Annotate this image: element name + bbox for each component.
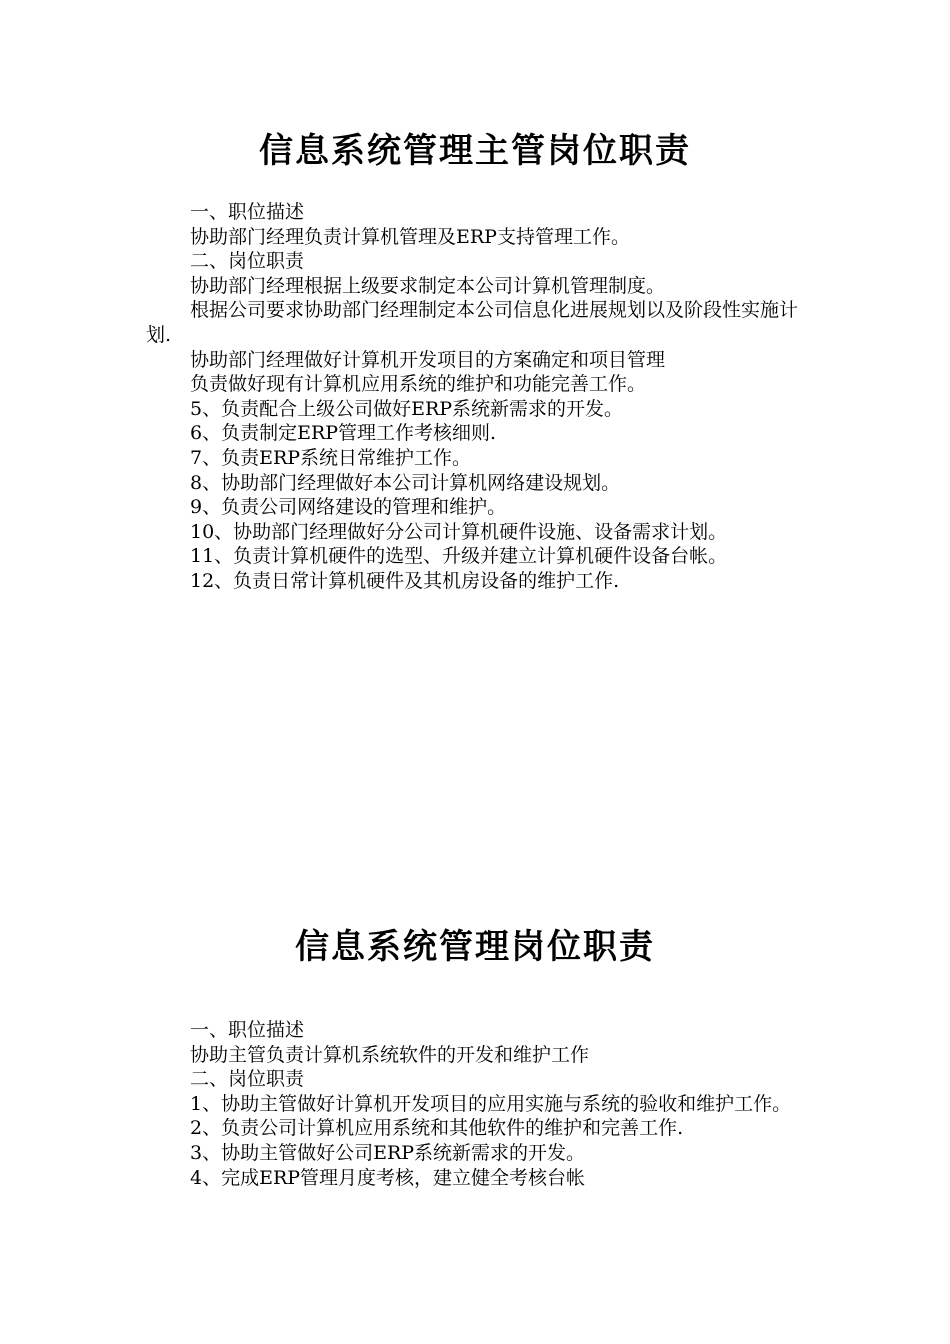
duty-item: 协助部门经理做好计算机开发项目的方案确定和项目管理 bbox=[190, 348, 666, 371]
section-heading: 一、职位描述 bbox=[190, 201, 305, 223]
document-section bbox=[0, 128, 950, 592]
document-title: 信息系统管理主管岗位职责 bbox=[259, 131, 691, 171]
duty-item: 负责做好现有计算机应用系统的维护和功能完善工作。 bbox=[190, 373, 647, 396]
duty-item: 9、负责公司网络建设的管理和维护。 bbox=[190, 496, 507, 519]
duty-item: 3、协助主管做好公司ERP系统新需求的开发。 bbox=[190, 1141, 586, 1164]
duty-item: 7、负责ERP系统日常维护工作。 bbox=[190, 446, 472, 469]
section-heading: 一、职位描述 bbox=[190, 1019, 305, 1041]
duty-item: 2、负责公司计算机应用系统和其他软件的维护和完善工作. bbox=[190, 1117, 684, 1140]
paragraph: 协助主管负责计算机系统软件的开发和维护工作 bbox=[190, 1043, 590, 1066]
document-body bbox=[146, 200, 810, 594]
duty-item: 4、完成ERP管理月度考核，建立健全考核台帐 bbox=[190, 1166, 586, 1189]
duty-item: 12、负责日常计算机硬件及其机房设备的维护工作. bbox=[190, 569, 620, 592]
document-section bbox=[0, 924, 950, 1189]
duty-item: 1、协助主管做好计算机开发项目的应用实施与系统的验收和维护工作。 bbox=[190, 1092, 792, 1115]
duty-item: 根据公司要求协助部门经理制定本公司信息化进展规划以及阶段性实施计划. bbox=[146, 299, 799, 346]
section-heading: 二、岗位职责 bbox=[190, 250, 305, 273]
paragraph: 协助部门经理负责计算机管理及ERP支持管理工作。 bbox=[190, 225, 630, 248]
duty-item: 10、协助部门经理做好分公司计算机硬件设施、设备需求计划。 bbox=[190, 520, 728, 543]
document-title: 信息系统管理岗位职责 bbox=[295, 927, 655, 967]
duty-item: 8、协助部门经理做好本公司计算机网络建设规划。 bbox=[190, 471, 621, 494]
document-body bbox=[146, 1018, 810, 1190]
duty-item: 11、负责计算机硬件的选型、升级并建立计算机硬件设备台帐。 bbox=[190, 545, 728, 568]
duty-item: 5、负责配合上级公司做好ERP系统新需求的开发。 bbox=[190, 397, 624, 420]
section-heading: 二、岗位职责 bbox=[190, 1068, 305, 1091]
duty-item: 6、负责制定ERP管理工作考核细则. bbox=[190, 422, 497, 445]
duty-item: 协助部门经理根据上级要求制定本公司计算机管理制度。 bbox=[190, 274, 666, 297]
